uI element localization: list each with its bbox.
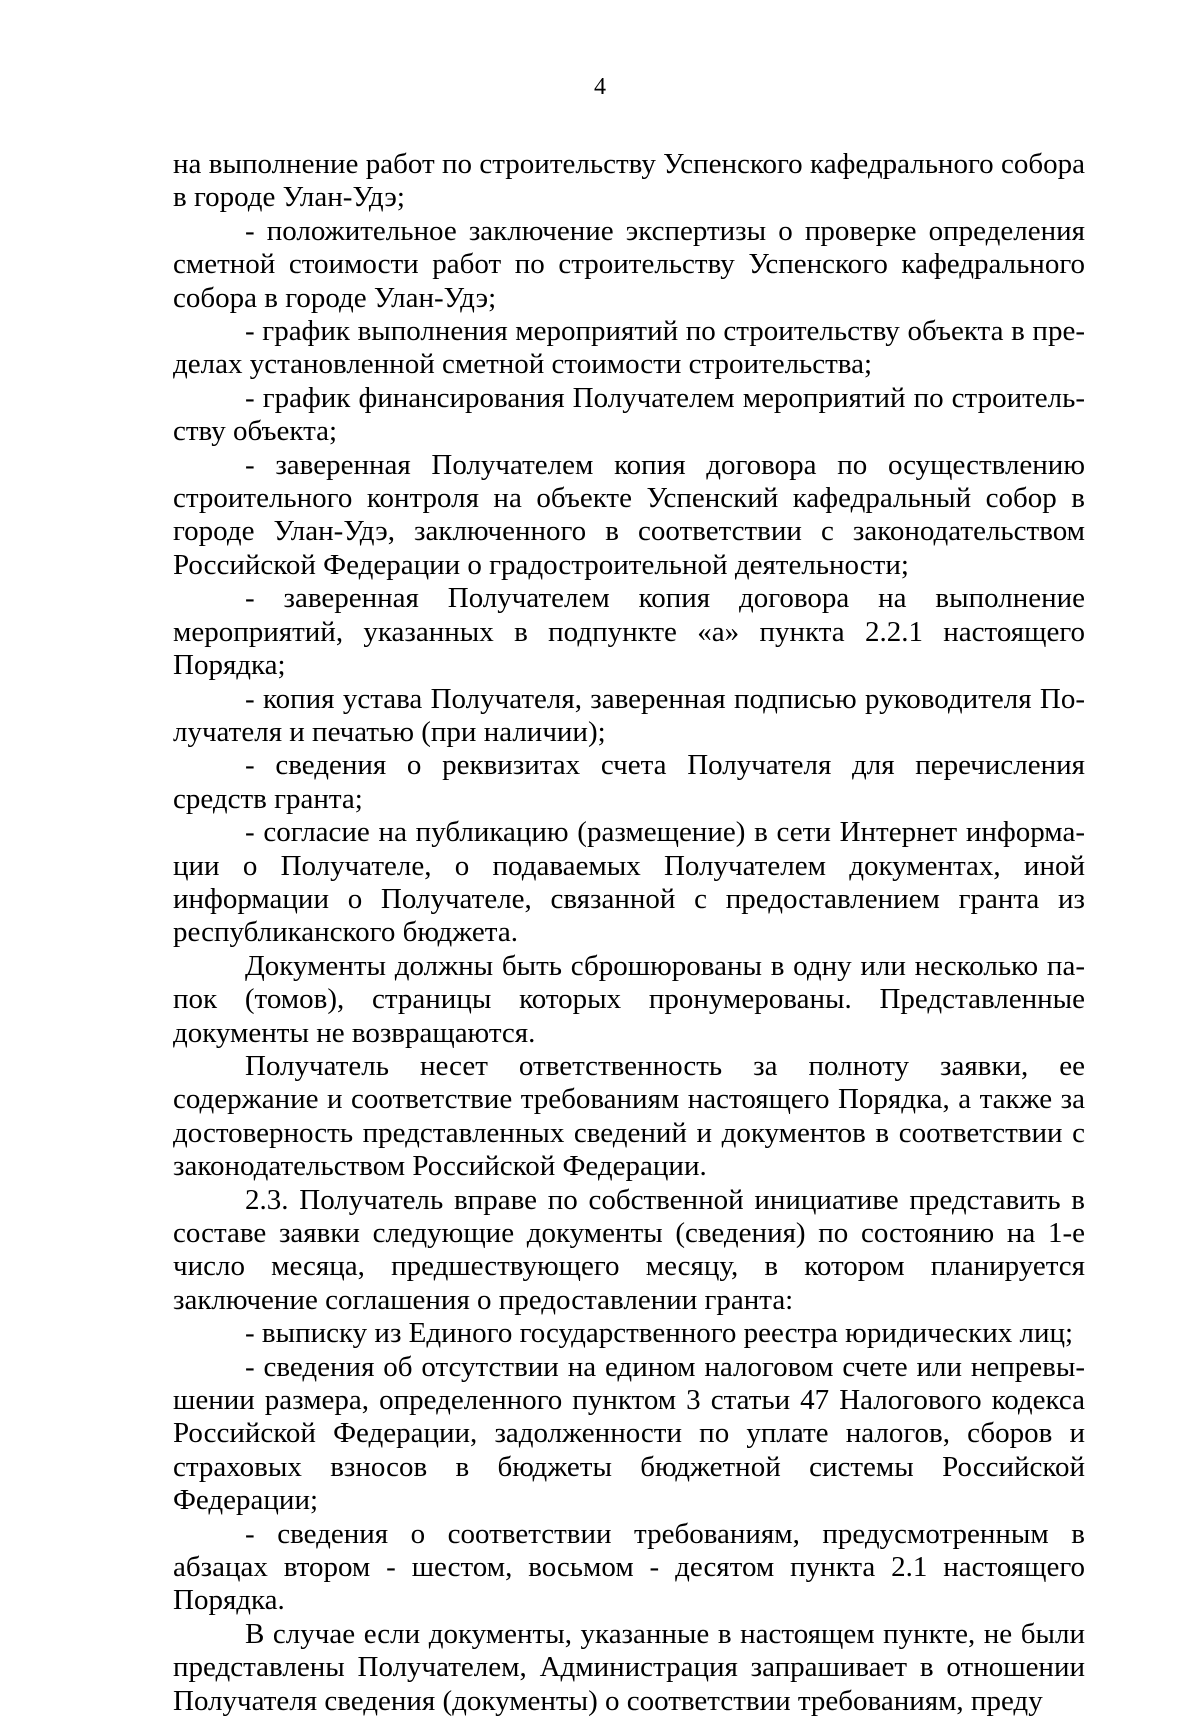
list-item-works-contract: - заверенная Получателем копия договора на выполнение мероприятий, указанных в подпункте «а» пункта 2.2.1 настоящего Порядка;	[173, 582, 1085, 682]
list-item-control-contract: - заверенная Получателем копия договора по осуществлению строительного контроля на объекте Успенский кафедральный собор в городе Улан-Удэ, заключенного в соответствии с законодательством Российской Федерации о градостроительной деятельности;	[173, 448, 1085, 581]
paragraph-work-continuation: на выполнение работ по строительству Успенского кафедрального собора в городе Улан-Удэ;	[173, 148, 1085, 214]
paragraph-documents-binding: Документы должны быть сброшюрованы в одну или несколько папок (томов), страницы которых пронумерованы. Представленные документы не возвращаются.	[173, 949, 1085, 1049]
list-item-tax-debt-info: - сведения об отсутствии на едином налоговом счете или непревышении размера, определенного пунктом 3 статьи 47 Налогового кодекса Российской Федерации, задолженности по уплате налогов, сборов и страховых взносов в бюджеты бюджетной системы Российской Федерации;	[173, 1350, 1085, 1517]
list-item-account-details: - сведения о реквизитах счета Получателя для перечисления средств гранта;	[173, 749, 1085, 815]
paragraph-section-2-3: 2.3. Получатель вправе по собственной инициативе представить в составе заявки следующие документы (сведения) по состоянию на 1-е число месяца, предшествующего месяцу, в котором планируется заключение соглашения о предоставлении гранта:	[173, 1183, 1085, 1316]
paragraph-administration-request: В случае если документы, указанные в настоящем пункте, не были представлены Получателем, Администрация запрашивает в отношении Получателя сведения (документы) о соответствии требованиям, преду	[173, 1617, 1085, 1717]
list-item-schedule-works: - график выполнения мероприятий по строительству объекта в пределах установленной сметной стоимости строительства;	[173, 315, 1085, 381]
paragraph-recipient-responsibility: Получатель несет ответственность за полноту заявки, ее содержание и соответствие требованиям настоящего Порядка, а также за достоверность представленных сведений и документов в соответствии с законодательством Российской Федерации.	[173, 1049, 1085, 1183]
list-item-egrul-extract: - выписку из Единого государственного реестра юридических лиц;	[245, 1317, 1074, 1350]
list-item-publication-consent: - согласие на публикацию (размещение) в сети Интернет информации о Получателе, о подаваемых Получателем документах, иной информации о Получателе, связанной с предоставлением гранта из республиканского бюджета.	[173, 816, 1085, 949]
list-item-schedule-financing: - график финансирования Получателем мероприятий по строительству объекта;	[173, 381, 1085, 448]
list-item-charter-copy: - копия устава Получателя, заверенная подписью руководителя Получателя и печатью (при наличии);	[173, 682, 1085, 748]
document-body	[173, 148, 1085, 1718]
list-item-requirements-compliance: - сведения о соответствии требованиям, предусмотренным в абзацах втором - шестом, восьмом - десятом пункта 2.1 настоящего Порядка.	[173, 1517, 1085, 1617]
page-number: 4	[594, 74, 606, 100]
list-item-expertise-conclusion: - положительное заключение экспертизы о проверке определения сметной стоимости работ по строительству Успенского кафедрального собора в городе Улан-Удэ;	[173, 214, 1085, 314]
